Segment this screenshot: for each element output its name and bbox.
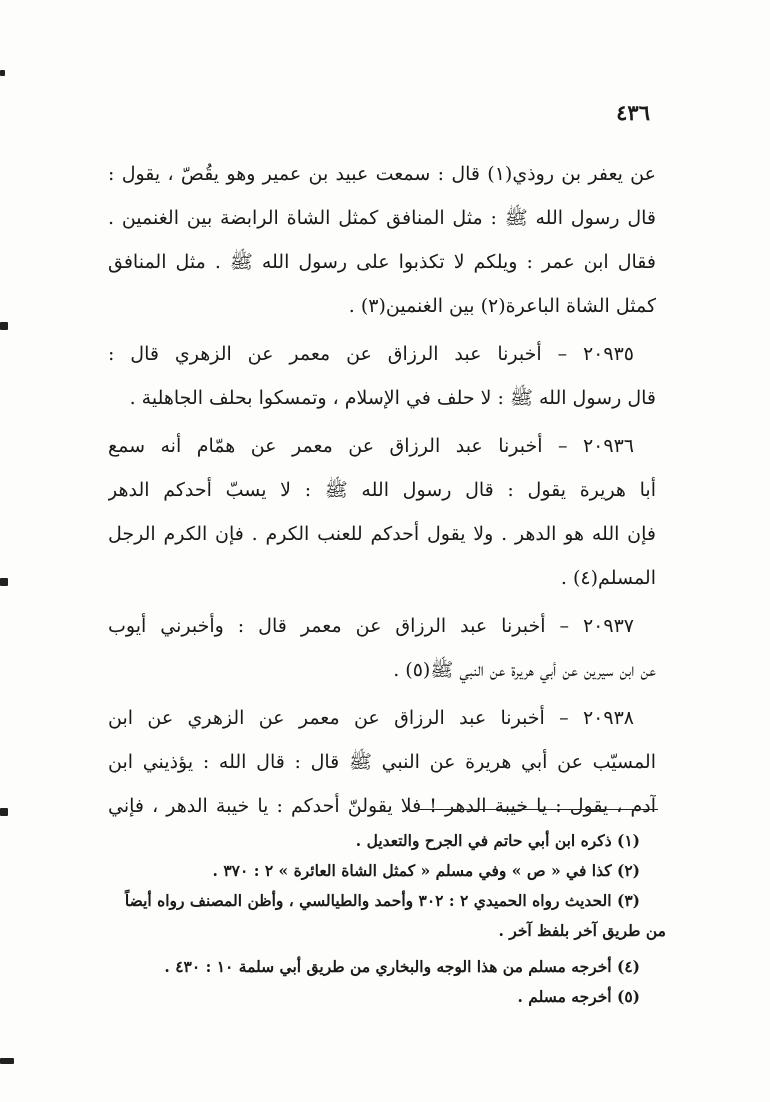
footnote-3-continued: من طريق آخر بلفظ آخر . xyxy=(498,921,666,940)
text-line: فإن الله هو الدهر . ولا يقول أحدكم للعنب الكرم . فإن الكرم الرجل xyxy=(108,523,656,545)
text-line: عن يعفر بن روذي(١) قال : سمعت عبيد بن عمير وهو يقُصّ ، يقول : xyxy=(108,163,656,185)
footnote-3: (٣) الحديث رواه الحميدي ٢ : ٣٠٢ وأحمد والطيالسي ، وأظن المصنف رواه أيضاً xyxy=(124,891,640,910)
footnote-1: (١) ذكره ابن أبي حاتم في الجرح والتعديل . xyxy=(355,831,640,850)
footnotes xyxy=(100,826,666,1012)
hadith-heading-20938: ٢٠٩٣٨ – أخبرنا عبد الرزاق عن معمر عن الزهري عن ابن xyxy=(108,707,634,729)
hadith-heading-20937: ٢٠٩٣٧ – أخبرنا عبد الرزاق عن معمر قال : وأخبرني أيوب xyxy=(108,615,634,637)
main-text xyxy=(108,152,656,828)
scan-edge-mark xyxy=(0,808,8,816)
text-line: فقال ابن عمر : ويلكم لا تكذبوا على رسول الله ﷺ . مثل المنافق xyxy=(108,251,656,273)
scan-edge-mark xyxy=(0,1058,14,1064)
page-number: ٤٣٦ xyxy=(616,100,650,125)
footnote-5: (٥) أخرجه مسلم . xyxy=(517,987,640,1006)
footnote-4: (٤) أخرجه مسلم من هذا الوجه والبخاري من طريق أبي سلمة ١٠ : ٤٣٠ . xyxy=(164,957,640,976)
text-line: كمثل الشاة الباعرة(٢) بين الغنمين(٣) . xyxy=(348,295,656,317)
hadith-heading-20936: ٢٠٩٣٦ – أخبرنا عبد الرزاق عن معمر عن همّام أنه سمع xyxy=(108,435,634,457)
scan-edge-mark xyxy=(0,578,8,586)
text-line: آدم ، يقول : يا خيبة الدهر ! فلا يقولنّ أحدكم : يا خيبة الدهر ، فإني xyxy=(108,795,656,817)
footnote-divider xyxy=(418,809,658,810)
text-line: قال رسول الله ﷺ : لا حلف في الإسلام ، وتمسكوا بحلف الجاهلية . xyxy=(129,387,656,409)
scan-edge-mark xyxy=(0,322,8,330)
text-line: المسيّب عن أبي هريرة عن النبي ﷺ قال : قال الله : يؤذيني ابن xyxy=(108,751,656,773)
footnote-2: (٢) كذا في « ص » وفي مسلم « كمثل الشاة العائرة » ٢ : ٣٧٠ . xyxy=(212,861,640,880)
text-line: أبا هريرة يقول : قال رسول الله ﷺ : لا يسبّ أحدكم الدهر xyxy=(108,479,656,501)
hadith-heading-20935: ٢٠٩٣٥ – أخبرنا عبد الرزاق عن معمر عن الزهري قال : xyxy=(108,343,634,365)
text-line: المسلم(٤) . xyxy=(560,567,656,589)
text-line: قال رسول الله ﷺ : مثل المنافق كمثل الشاة الرابضة بين الغنمين . xyxy=(108,207,656,229)
text-line: عن ابن سيرين عن أبي هريرة عن النبي ﷺ(٥) . xyxy=(393,659,656,681)
scan-edge-mark xyxy=(0,70,5,76)
